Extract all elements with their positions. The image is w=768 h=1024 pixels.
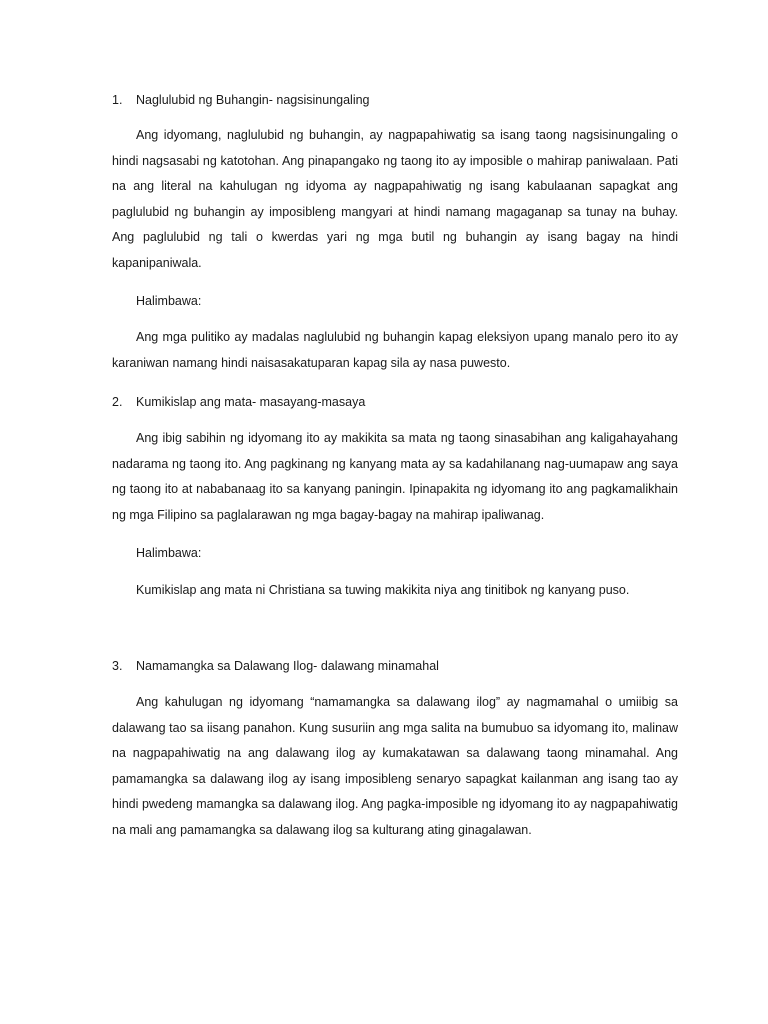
section-2-number: 2.: [112, 395, 123, 409]
section-1-paragraph: Ang idyomang, naglulubid ng buhangin, ay nagpapahiwatig sa isang taong nagsisinungaling o hindi nagsasabi ng katotohan. Ang pinapangako ng taong ito ay imposible o mahirap paniwalaan. Pati na ang literal na kahulugan ng idyoma ay nagpapahiwatig ng isang kabulaanan sapagkat ang paglulubid ng buhangin ay imposibleng mangyari at hindi namang magaganap sa tunay na buhay. Ang paglulubid ng tali o kwerdas yari ng mga butil ng buhangin ay isang bagay na hindi kapanipaniwala.: [112, 128, 678, 270]
section-2-heading: [112, 394, 365, 410]
section-3-paragraph: Ang kahulugan ng idyomang “namamangka sa dalawang ilog” ay nagmamahal o umiibig sa dalawang tao sa iisang panahon. Kung susuriin ang mga salita na bumubuo sa idyomang ito, malinaw na nagpapahiwatig na ang dalawang ilog ay kumakatawan sa dalawang taong minamahal. Ang pamamangka sa dalawang ilog ay isang imposibleng senaryo sapagkat kailanman ang isang tao ay hindi pwedeng mamangka sa dalawang ilog. Ang pagka-imposible ng idyomang ito ay nagpapahiwatig na mali ang pamamangka sa dalawang ilog sa kulturang ating ginagalawan.: [112, 695, 678, 837]
section-1-title: Naglulubid ng Buhangin- nagsisinungaling: [136, 93, 370, 107]
section-1-heading: [112, 92, 370, 108]
section-1-number: 1.: [112, 93, 123, 107]
section-3-heading: [112, 658, 439, 674]
section-1-example: Ang mga pulitiko ay madalas naglulubid ng buhangin kapag eleksiyon upang manalo pero ito ay karaniwan namang hindi naisasakatuparan kapag sila ay nasa puwesto.: [112, 330, 678, 370]
section-3-number: 3.: [112, 659, 123, 673]
section-2-example: Kumikislap ang mata ni Christiana sa tuwing makikita niya ang tinitibok ng kanyang puso.: [136, 583, 630, 597]
section-3-title: Namamangka sa Dalawang Ilog- dalawang minamahal: [136, 659, 439, 673]
section-1-example-label: Halimbawa:: [136, 294, 202, 308]
section-2-example-label: Halimbawa:: [136, 546, 202, 560]
section-2-title: Kumikislap ang mata- masayang-masaya: [136, 395, 366, 409]
section-2-paragraph: Ang ibig sabihin ng idyomang ito ay makikita sa mata ng taong sinasabihan ang kaligahayahang nadarama ng taong ito. Ang pagkinang ng kanyang mata ay sa kadahilanang nag-uumapaw ang saya ng taong ito at nababanaag ito sa kanyang paningin. Ipinapakita ng idyomang ito ang pagkamalikhain ng mga Filipino sa paglalarawan ng mga bagay-bagay na mahirap ipaliwanag.: [112, 431, 678, 522]
